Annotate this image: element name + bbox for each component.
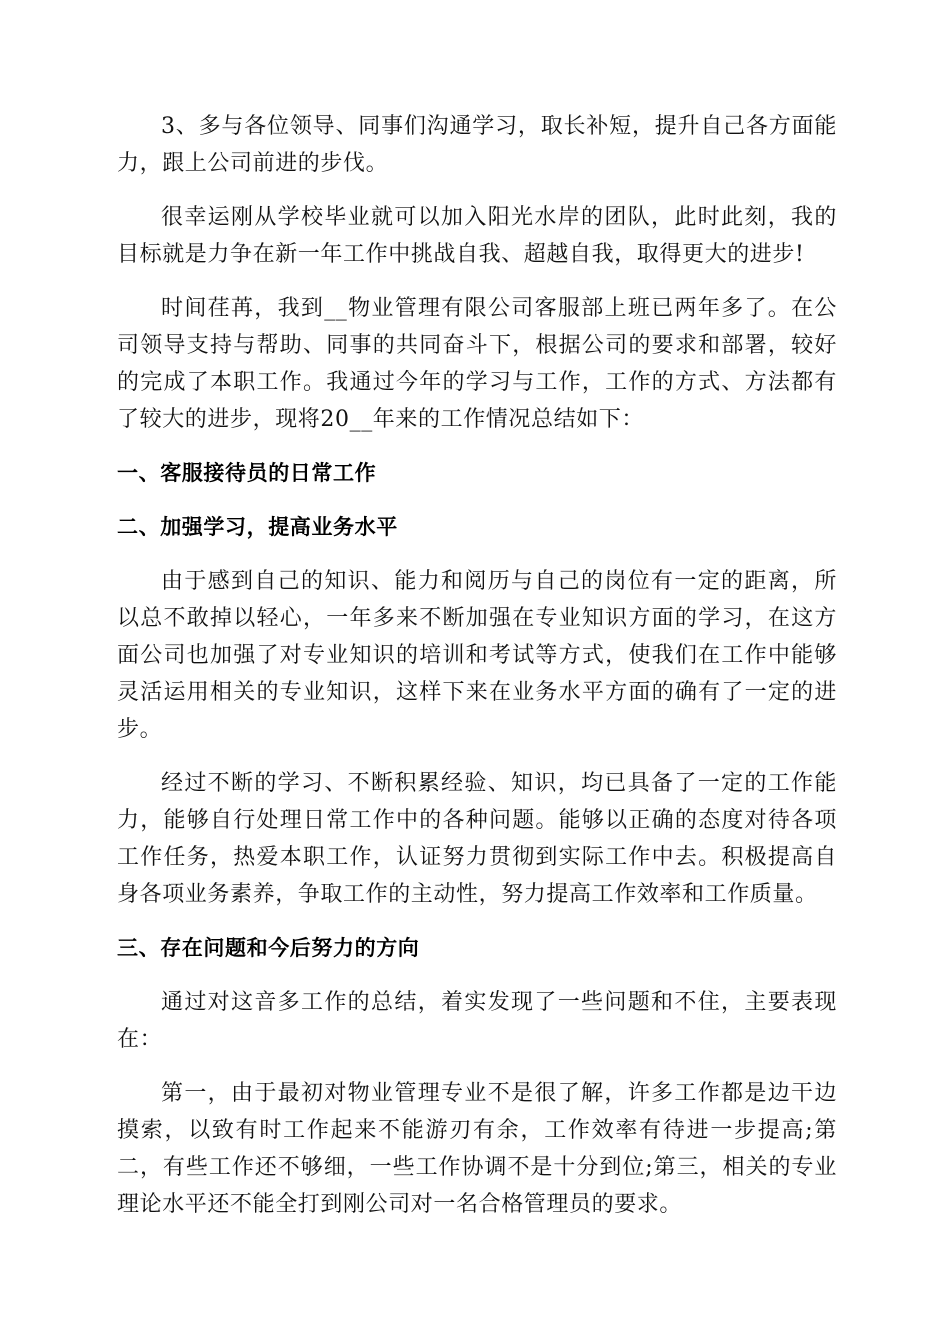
paragraph-work-ability: 经过不断的学习、不断积累经验、知识，均已具备了一定的工作能力，能够自行处理日常工作中的各种问题。能够以正确的态度对待各项工作任务，热爱本职工作，认证努力贯彻到实际工作中去。积极提高自身各项业务素养，争取工作的主动性，努力提高工作效率和工作质量。 (117, 771, 837, 907)
paragraph-problems-intro: 通过对这音多工作的总结，着实发现了一些问题和不住，主要表现在： (117, 990, 837, 1052)
paragraph-new-year-goal: 很幸运刚从学校毕业就可以加入阳光水岸的团队，此时此刻，我的目标就是力争在新一年工作中挑战自我、超越自我，取得更大的进步! (117, 205, 837, 267)
heading-daily-work: 一、客服接待员的日常工作 (117, 461, 377, 485)
heading-strengthen-learning: 二、加强学习，提高业务水平 (117, 515, 398, 539)
heading-problems-direction: 三、存在问题和今后努力的方向 (117, 936, 420, 960)
paragraph-communication-learning: 3、多与各位领导、同事们沟通学习，取长补短，提升自己各方面能力，跟上公司前进的步伐。 (117, 114, 837, 176)
paragraph-summary-intro: 时间荏苒，我到__物业管理有限公司客服部上班已两年多了。在公司领导支持与帮助、同事的共同奋斗下，根据公司的要求和部署，较好的完成了本职工作。我通过今年的学习与工作，工作的方式、方法都有了较大的进步，现将20__年来的工作情况总结如下： (117, 296, 837, 432)
paragraph-problems-list: 第一，由于最初对物业管理专业不是很了解，许多工作都是边干边摸索，以致有时工作起来不能游刃有余，工作效率有待进一步提高;第二，有些工作还不够细，一些工作协调不是十分到位;第三，相关的专业理论水平还不能全打到刚公司对一名合格管理员的要求。 (117, 1081, 837, 1217)
paragraph-professional-study: 由于感到自己的知识、能力和阅历与自己的岗位有一定的距离，所以总不敢掉以轻心，一年多来不断加强在专业知识方面的学习，在这方面公司也加强了对专业知识的培训和考试等方式，使我们在工作中能够灵活运用相关的专业知识，这样下来在业务水平方面的确有了一定的进步。 (117, 569, 837, 742)
document-body (117, 108, 837, 1240)
